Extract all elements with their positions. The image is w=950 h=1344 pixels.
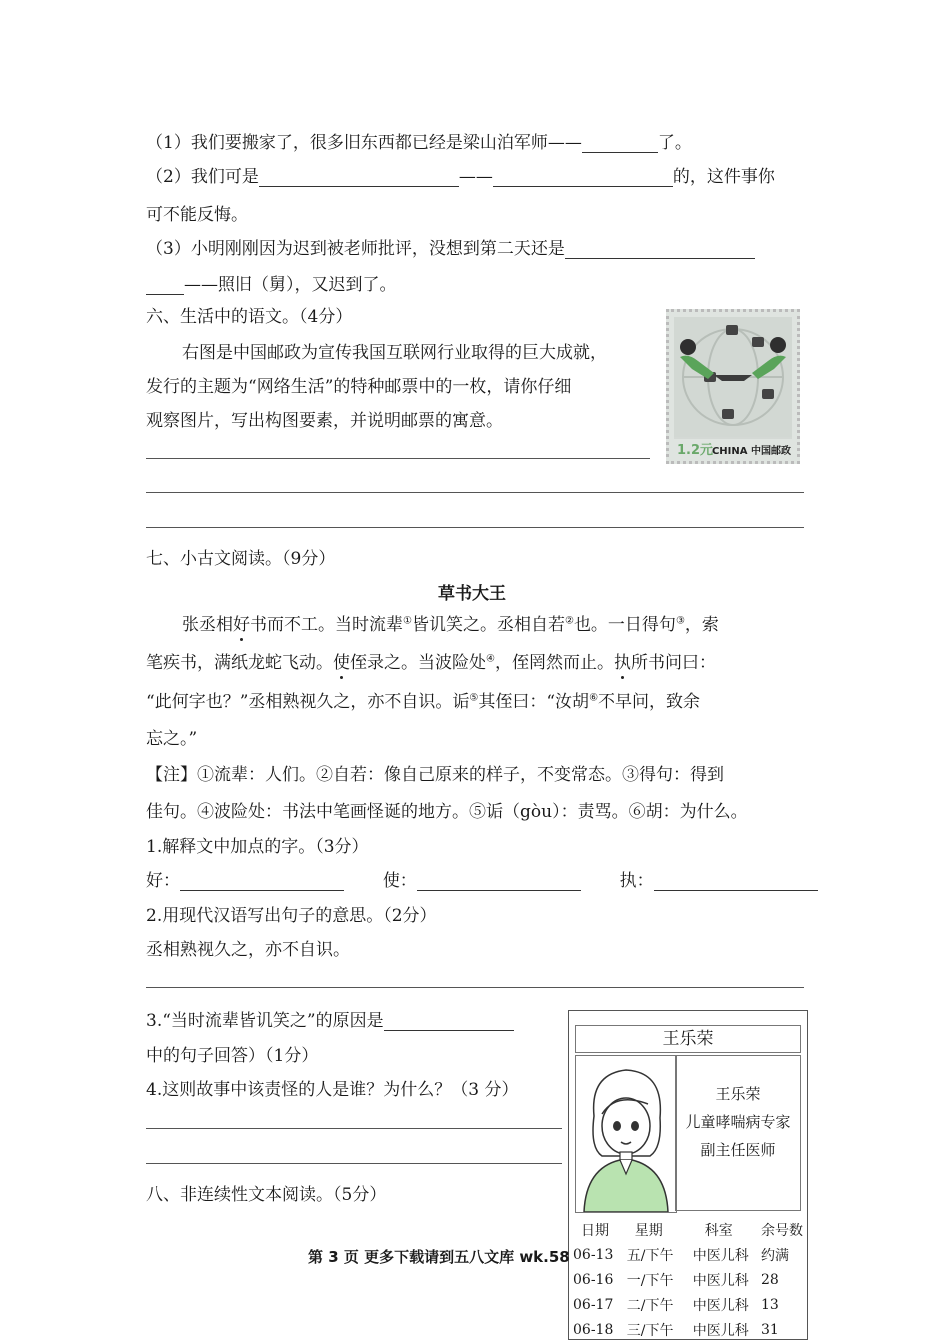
note-marker-4: ④ (486, 653, 495, 665)
cell-weekday: 三/下午 (626, 1322, 674, 1339)
s5-q1-text: （1）我们要搬家了，很多旧东西都已经是梁山泊军师—— (146, 133, 582, 153)
doctor-portrait (575, 1055, 677, 1213)
cell-date: 06-13 (573, 1246, 614, 1263)
passage-text: 笔疾书，满纸龙蛇飞动。 (146, 653, 333, 673)
s5-q3-cont (146, 270, 397, 295)
note-marker-6: ⑥ (589, 692, 599, 704)
header-date: 日期 (581, 1222, 609, 1239)
s8-heading: 八、非连续性文本阅读。（5分） (146, 1185, 387, 1205)
cell-date: 06-17 (573, 1296, 614, 1313)
s5-q3-blank-1[interactable] (565, 240, 755, 259)
note-marker-1: ① (403, 615, 412, 627)
passage-text: 皆讥笑之。丞相自若 (411, 615, 565, 635)
s5-q2-text: （2）我们可是 (146, 167, 259, 187)
passage-line-4: 忘之。” (146, 729, 198, 749)
s6-line-1: 右图是中国邮政为宣传我国互联网行业取得的巨大成就， (182, 343, 607, 363)
schedule-table (573, 1217, 803, 1342)
s7-q2-sentence: 丞相熟视久之，亦不自识。 (146, 940, 350, 960)
annotation-line-2: 佳句。④波险处：书法中笔画怪诞的地方。⑤诟（gòu）：责骂。⑥胡：为什么。 (146, 802, 748, 822)
s7-q3-blank[interactable] (384, 1012, 514, 1031)
table-row (573, 1242, 803, 1267)
s7-q4-answer-line-2[interactable] (146, 1163, 562, 1164)
s7-q3 (146, 1006, 514, 1031)
s5-q1 (146, 128, 692, 153)
s5-q3-blank-2[interactable] (146, 276, 184, 295)
doctor-avatar-icon (576, 1056, 676, 1212)
cell-date: 06-18 (573, 1321, 614, 1338)
s5-q2-blank-1[interactable] (259, 168, 459, 187)
table-row (573, 1292, 803, 1317)
note-marker-3: ③ (675, 615, 685, 627)
passage-text: “此何字也？”丞相熟视久之，亦不自识。诟 (146, 692, 470, 712)
cell-weekday: 二/下午 (626, 1297, 674, 1314)
s6-line-3: 观察图片，写出构图要素，并说明邮票的寓意。 (146, 411, 503, 431)
cell-remaining: 13 (761, 1296, 779, 1313)
cell-remaining: 31 (761, 1321, 779, 1338)
page-footer: 第 3 页 更多下载请到五八文库 wk.58 (308, 1248, 570, 1266)
s5-q2-blank-2[interactable] (493, 168, 673, 187)
doctor-card (568, 1010, 808, 1340)
s7-q3-text: 3.“当时流辈皆讥笑之”的原因是 (146, 1011, 384, 1031)
passage-text: 所书问曰： (630, 653, 716, 673)
cell-date: 06-16 (573, 1271, 614, 1288)
passage-text: 不早问，致余 (598, 692, 701, 712)
s5-q3-text: （3）小明刚刚因为迟到被老师批评，没想到第二天还是 (146, 239, 565, 259)
label-hao: 好： (146, 871, 180, 891)
stamp-price: 1.2元 (677, 443, 714, 458)
answer-zhi[interactable] (654, 872, 818, 891)
cell-department: 中医儿科 (692, 1297, 749, 1314)
s7-q4-answer-line-1[interactable] (146, 1128, 562, 1129)
cell-weekday: 一/下午 (626, 1272, 674, 1289)
cell-remaining: 约满 (761, 1247, 789, 1264)
header-weekday: 星期 (634, 1222, 663, 1239)
cell-department: 中医儿科 (692, 1247, 749, 1264)
s5-q1-end: 了。 (657, 133, 692, 153)
label-shi: 使： (382, 871, 417, 891)
passage-line-2 (146, 648, 716, 673)
s6-answer-line-1[interactable] (146, 458, 650, 459)
s7-heading: 七、小古文阅读。（9分） (146, 549, 336, 569)
s7-q1: 1.解释文中加点的字。（3分） (146, 837, 369, 857)
passage-line-3 (146, 687, 700, 712)
passage-title: 草书大王 (438, 584, 506, 604)
cell-department: 中医儿科 (692, 1322, 749, 1339)
s6-answer-line-2[interactable] (146, 492, 804, 493)
dotted-char-shi: 使 (333, 653, 350, 673)
doctor-info-specialty: 儿童哮喘病专家 (685, 1113, 791, 1131)
s5-q1-blank[interactable] (582, 134, 658, 153)
doctor-name-bar: 王乐荣 (575, 1025, 801, 1053)
answer-hao[interactable] (180, 872, 344, 891)
s6-answer-line-3[interactable] (146, 527, 804, 528)
passage-text: ，侄罔然而止。 (494, 653, 614, 673)
s7-q3-cont: 中的句子回答）（1分） (146, 1046, 319, 1066)
doctor-info-name: 王乐荣 (715, 1085, 761, 1103)
passage-text: 其侄曰：“汝胡 (478, 692, 590, 712)
dotted-char-zhi: 执 (613, 653, 631, 673)
passage-text: 书而不工。当时流辈 (250, 615, 403, 635)
passage-line-1 (182, 610, 719, 635)
s7-q2-answer-line[interactable] (146, 987, 804, 988)
cell-department: 中医儿科 (692, 1272, 749, 1289)
passage-text: 张丞相 (182, 615, 233, 635)
stamp-picture (674, 317, 792, 439)
s7-q4: 4.这则故事中该责怪的人是谁？为什么？（3 分） (146, 1080, 519, 1100)
doctor-info (675, 1055, 801, 1211)
s5-q3 (146, 234, 755, 259)
s5-q2-sep: —— (458, 167, 493, 187)
cell-weekday: 五/下午 (626, 1247, 674, 1264)
s6-heading: 六、生活中的语文。（4分） (146, 307, 353, 327)
s5-q2-end: 的，这件事你 (672, 167, 775, 187)
s5-q2-cont: 可不能反悔。 (146, 205, 248, 225)
schedule-header (573, 1217, 803, 1242)
stamp-image (666, 309, 800, 464)
cell-remaining: 28 (761, 1271, 779, 1288)
note-marker-5: ⑤ (469, 692, 479, 704)
label-zhi: 执： (619, 871, 654, 891)
s6-line-2: 发行的主题为“网络生活”的特种邮票中的一枚，请你仔细 (146, 377, 572, 397)
stamp-illustration (674, 317, 792, 437)
dotted-char-hao: 好 (233, 615, 250, 635)
answer-shi[interactable] (417, 872, 581, 891)
table-row (573, 1267, 803, 1292)
s5-q3-end: ——照旧（舅），又迟到了。 (184, 275, 397, 295)
annotation-line-1: 【注】①流辈：人们。②自若：像自己原来的样子，不变常态。③得句：得到 (146, 765, 724, 785)
passage-text: ，索 (684, 615, 719, 635)
s5-q2 (146, 162, 775, 187)
stamp-country: CHINA 中国邮政 (711, 446, 791, 457)
doctor-info-title: 副主任医师 (700, 1141, 776, 1159)
table-row (573, 1317, 803, 1342)
passage-text: 也。一日得句 (573, 615, 676, 635)
s7-q1-answers (146, 866, 818, 891)
header-department: 科室 (704, 1222, 733, 1239)
note-marker-2: ② (564, 615, 574, 627)
passage-text: 侄录之。当波险处 (350, 653, 486, 673)
s7-q2: 2.用现代汉语写出句子的意思。（2分） (146, 906, 437, 926)
header-remaining: 余号数 (761, 1222, 803, 1239)
